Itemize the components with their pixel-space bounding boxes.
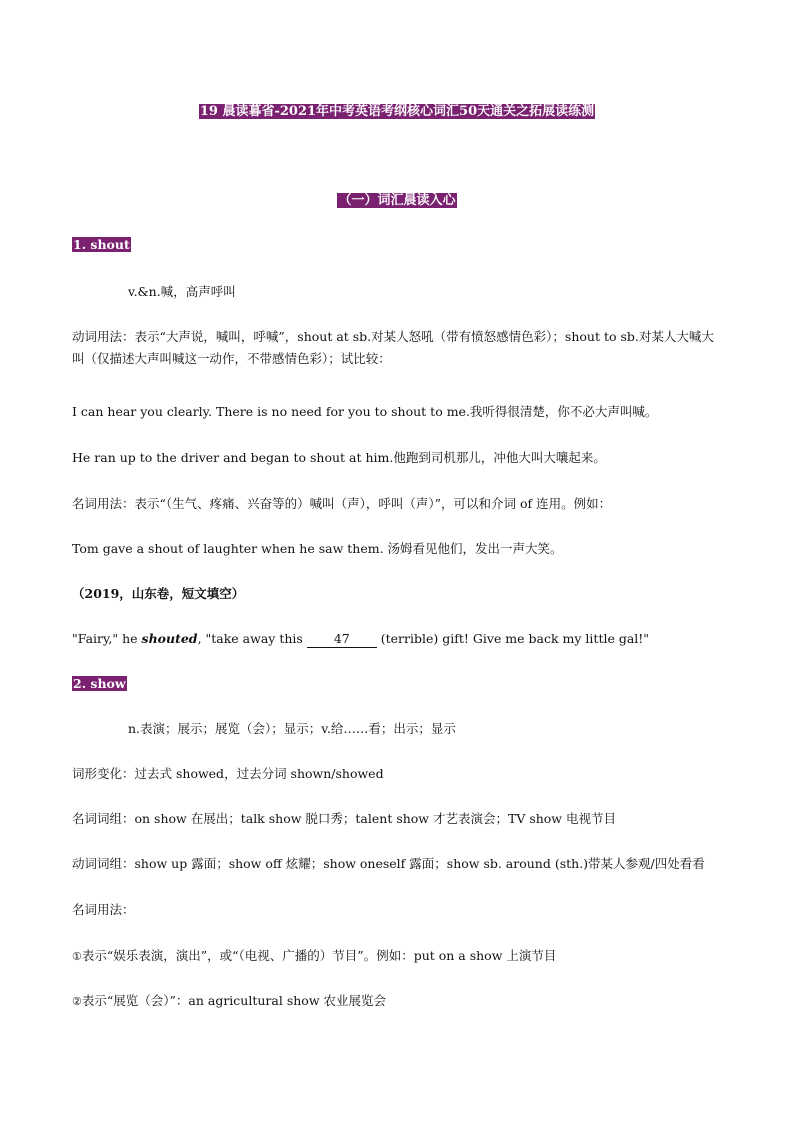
exam-source: （2019，山东卷，短文填空） <box>72 586 245 601</box>
exam-quote-part-a: "Fairy," he <box>72 631 142 646</box>
title-highlight: 19 晨读暮省-2021年中考英语考纲核心词汇50天通关之拓展读练测 <box>199 104 595 119</box>
circled-two-marker: ② <box>72 995 82 1008</box>
fill-in-blank[interactable]: 47 <box>307 631 377 648</box>
exam-quote-emphasis: shouted <box>141 631 198 646</box>
exam-quote-part-c: , "take away this <box>197 631 307 646</box>
show-pos: n.表演；展示；展览（会）；显示；v.给……看；出示；显示 <box>128 721 456 736</box>
word-heading-show <box>72 673 722 695</box>
exam-quote-part-d: (terrible) gift! Give me back my little gal!" <box>376 631 650 646</box>
show-verb-phrases: 动词词组：show up 露面；show off 炫耀；show oneself 露面；show sb. around (sth.)带某人参观/四处看看 <box>72 856 705 871</box>
shout-noun-usage: 名词用法：表示“（生气、疼痛、兴奋等的）喊叫（声），呼叫（声）”，可以和介词 of 连用。例如： <box>72 496 612 511</box>
show-item-1-text: 表示“娱乐表演，演出”，或“（电视、广播的）节目”。例如：put on a show 上演节目 <box>81 948 557 963</box>
section-heading <box>0 192 794 210</box>
document-title <box>0 103 794 121</box>
shout-verb-usage: 动词用法：表示“大声说，喊叫，呼喊”，shout at sb.对某人怒吼（带有愤怒感情色彩）；shout to sb.对某人大喊大叫（仅描述大声叫喊这一动作，不带感情色彩）；试比较： <box>72 329 714 366</box>
shout-example-1: I can hear you clearly. There is no need for you to shout to me.我听得很清楚，你不必大声叫喊。 <box>72 404 658 419</box>
show-item-1 <box>72 945 722 968</box>
shout-pos: v.&n.喊，高声呼叫 <box>128 284 236 299</box>
section-heading-highlight: （一）词汇晨读入心 <box>338 193 456 208</box>
word-heading-show-label: 2. show <box>73 676 126 691</box>
exam-question <box>72 628 722 650</box>
show-forms: 词形变化：过去式 showed，过去分词 shown/showed <box>72 766 384 781</box>
show-noun-usage: 名词用法： <box>72 902 135 917</box>
circled-one-marker: ① <box>72 950 82 963</box>
shout-example-2: He ran up to the driver and began to shout at him.他跑到司机那儿，冲他大叫大嚷起来。 <box>72 450 606 465</box>
shout-example-3: Tom gave a shout of laughter when he saw them. 汤姆看见他们，发出一声大笑。 <box>72 541 563 556</box>
show-item-2 <box>72 990 722 1013</box>
word-heading-shout-label: 1. shout <box>73 237 130 252</box>
show-noun-phrases: 名词词组：on show 在展出；talk show 脱口秀；talent show 才艺表演会；TV show 电视节目 <box>72 811 616 826</box>
word-heading-shout <box>72 234 722 256</box>
show-item-2-text: 表示“展览（会）”：an agricultural show 农业展览会 <box>81 993 386 1008</box>
